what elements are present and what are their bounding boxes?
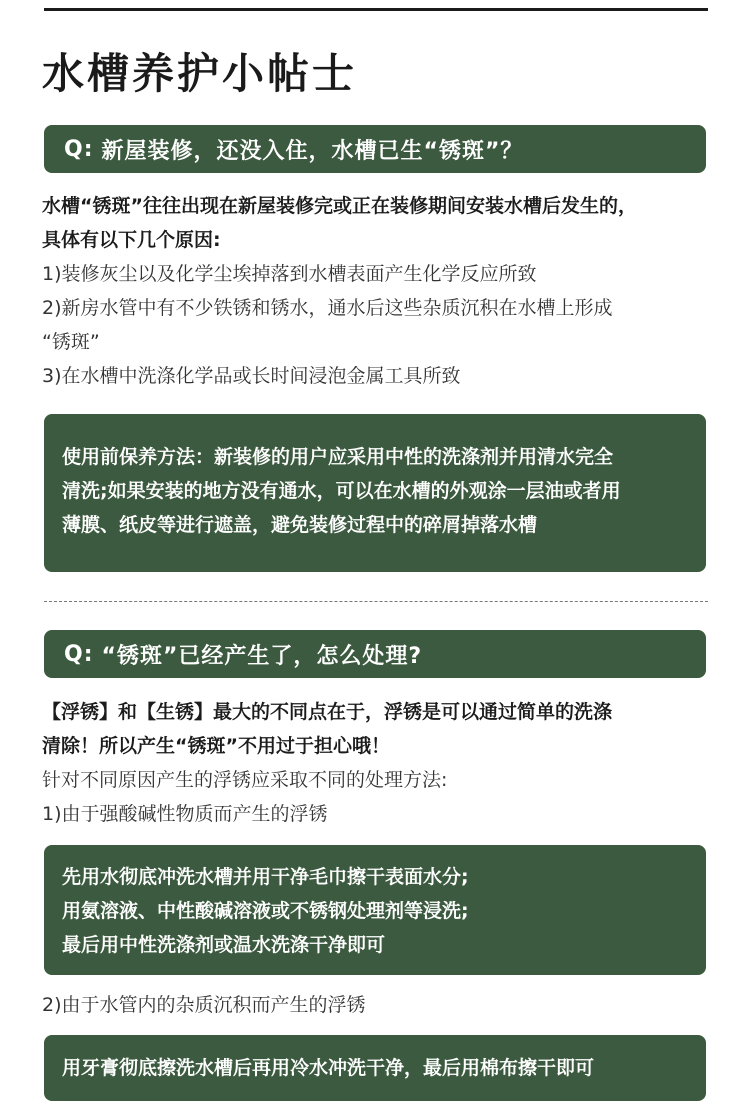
question-bar-2 (44, 630, 706, 678)
section-divider (44, 601, 708, 602)
intro-line: 清除！所以产生“锈斑”不用过于担心哦！ (42, 735, 390, 757)
top-rule (44, 8, 708, 11)
case-heading-2: 2)由于水管内的杂质沉积而产生的浮锈 (42, 994, 366, 1016)
case2-steps-box (44, 1035, 706, 1101)
reason-item: 1)装修灰尘以及化学尘埃掉落到水槽表面产生化学反应所致 (42, 263, 537, 285)
case-heading-1: 1)由于强酸碱性物质而产生的浮锈 (42, 803, 328, 825)
tip-line: 薄膜、纸皮等进行遮盖，避免装修过程中的碎屑掉落水槽 (62, 514, 538, 536)
method-intro: 针对不同原因产生的浮锈应采取不同的处理方法: (42, 769, 448, 791)
question-text-2: “锈斑”已经产生了，怎么处理? (101, 643, 423, 669)
section1-intro (42, 189, 714, 393)
reason-item-continued: “锈斑” (42, 331, 100, 353)
step-line: 用氨溶液、中性酸碱溶液或不锈钢处理剂等浸洗; (62, 900, 469, 922)
question-text-1: 新屋装修，还没入住，水槽已生“锈斑”？ (101, 138, 524, 164)
section2-intro (42, 695, 714, 831)
intro-line: 水槽“锈斑”往往出现在新屋装修完或正在装修期间安装水槽后发生的， (42, 195, 637, 217)
page-title: 水槽养护小帖士 (42, 49, 358, 98)
maintenance-tip-box (44, 414, 706, 572)
step-line: 最后用中性洗涤剂或温水洗涤干净即可 (62, 934, 386, 956)
tip-line: 使用前保养方法：新装修的用户应采用中性的洗涤剂并用清水完全 (62, 446, 614, 468)
step-line: 先用水彻底冲洗水槽并用干净毛巾擦干表面水分; (62, 866, 469, 888)
intro-line: 【浮锈】和【生锈】最大的不同点在于，浮锈是可以通过简单的洗涤 (42, 701, 613, 723)
tip-line: 清洗;如果安装的地方没有通水，可以在水槽的外观涂一层油或者用 (62, 480, 621, 502)
intro-line: 具体有以下几个原因: (42, 229, 221, 251)
step-line: 用牙膏彻底擦洗水槽后再用冷水冲洗干净，最后用棉布擦干即可 (62, 1057, 595, 1079)
reason-item: 2)新房水管中有不少铁锈和锈水，通水后这些杂质沉积在水槽上形成 (42, 297, 613, 319)
q-label: Q: (64, 136, 94, 162)
case1-steps-box (44, 845, 706, 975)
question-bar-1 (44, 125, 706, 173)
reason-item: 3)在水槽中洗涤化学品或长时间浸泡金属工具所致 (42, 365, 461, 387)
q-label: Q: (64, 641, 94, 667)
